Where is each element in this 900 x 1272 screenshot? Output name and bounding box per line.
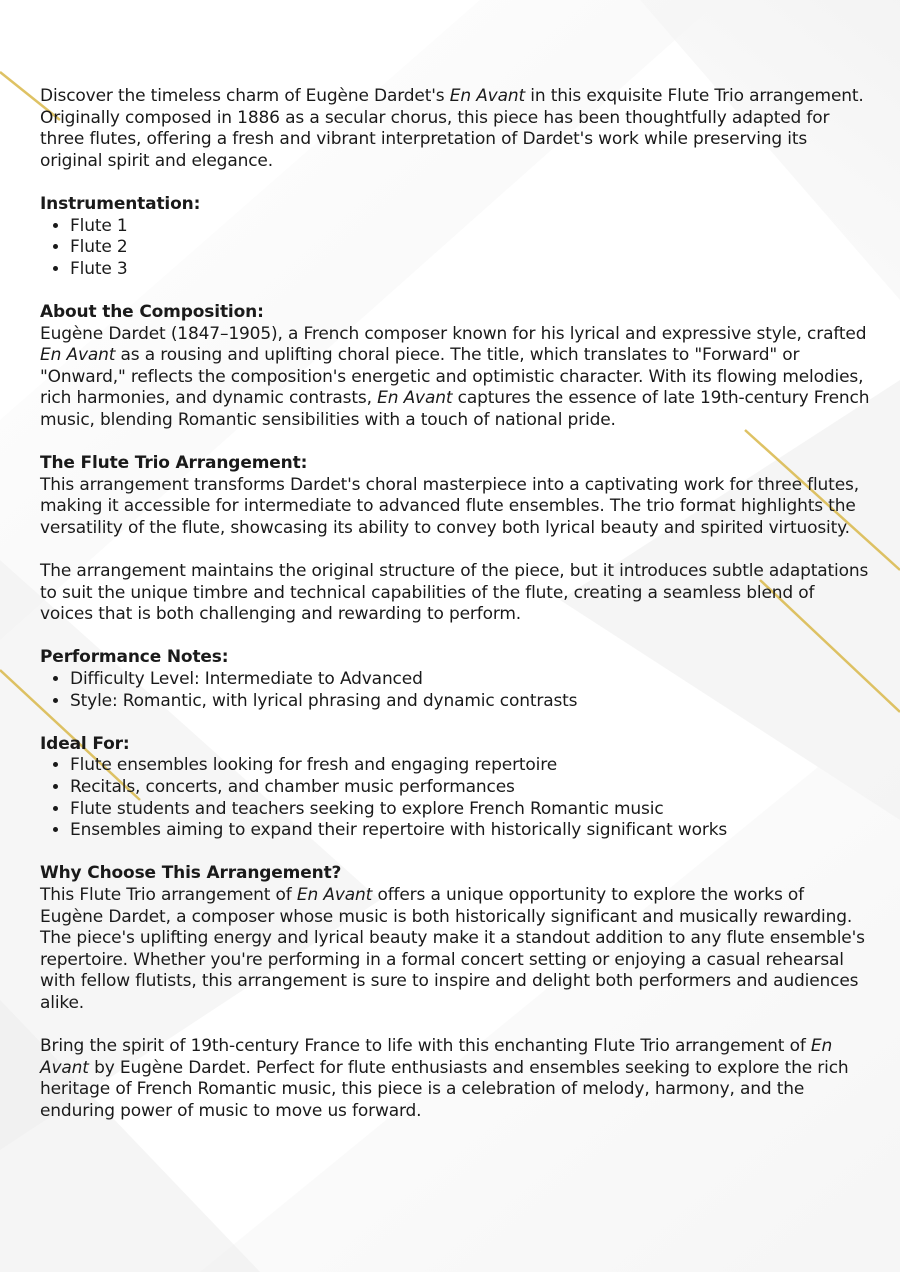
- list-item: • Style: Romantic, with lyrical phrasing and dynamic contrasts: [70, 691, 870, 713]
- instrumentation-list: [40, 216, 870, 281]
- about-title-em: En Avant: [377, 388, 453, 409]
- list-item: • Ensembles aiming to expand their repertoire with historically significant works: [70, 820, 870, 842]
- list-item: • Flute 1: [70, 216, 870, 238]
- list-item: • Difficulty Level: Intermediate to Advanced: [70, 669, 870, 691]
- list-item: • Flute 3: [70, 259, 870, 281]
- performance-list: [40, 669, 870, 712]
- list-item: • Flute 2: [70, 237, 870, 259]
- list-item: • Flute students and teachers seeking to explore French Romantic music: [70, 799, 870, 821]
- arrangement-paragraph-1: This arrangement transforms Dardet's choral masterpiece into a captivating work for three flutes, making it accessible for intermediate to advanced flute ensembles. The trio format highlights the versatility of the flute, showcasing its ability to convey both lyrical beauty and spirited virtuosity.: [40, 474, 859, 538]
- why-text: This Flute Trio arrangement of: [40, 884, 297, 905]
- ideal-list: [40, 755, 870, 841]
- about-text-cont: as a rousing and uplifting choral piece. The title, which translates to "Forward" or "Onward," reflects the composition's energetic and optimistic character. With its flowing melodies, rich harmonies, and dynamic contrasts,: [40, 345, 864, 409]
- why-heading: Why Choose This Arrangement?: [40, 863, 342, 884]
- about-text: Eugène Dardet (1847–1905), a French composer known for his lyrical and expressive style, crafted: [40, 323, 867, 344]
- closing-title-em: En Avant: [40, 1036, 833, 1078]
- closing-paragraph: [40, 1036, 870, 1122]
- closing-text: Bring the spirit of 19th-century France to life with this enchanting Flute Trio arrangement of: [40, 1036, 811, 1057]
- performance-heading: Performance Notes:: [40, 647, 229, 668]
- about-paragraph: [40, 324, 870, 432]
- arrangement-heading: The Flute Trio Arrangement:: [40, 453, 308, 474]
- why-text-cont: offers a unique opportunity to explore the works of Eugène Dardet, a composer whose music is both historically significant and musically rewarding. The piece's uplifting energy and lyrical beauty make it a standout addition to any flute ensemble's repertoire. Whether you're performing in a formal concert setting or enjoying a casual rehearsal with fellow flutists, this arrangement is sure to inspire and delight both performers and audiences alike.: [40, 884, 865, 1013]
- intro-paragraph: [40, 86, 870, 172]
- closing-text-cont: by Eugène Dardet. Perfect for flute enthusiasts and ensembles seeking to explore the rich heritage of French Romantic music, this piece is a celebration of melody, harmony, and the enduring power of music to move us forward.: [40, 1057, 849, 1121]
- about-title-em: En Avant: [40, 345, 116, 366]
- why-paragraph: [40, 885, 870, 1015]
- ideal-heading: Ideal For:: [40, 733, 130, 754]
- list-item: • Recitals, concerts, and chamber music performances: [70, 777, 870, 799]
- about-heading: About the Composition:: [40, 301, 264, 322]
- instrumentation-heading: Instrumentation:: [40, 193, 201, 214]
- intro-title-em: En Avant: [449, 86, 526, 106]
- intro-text: Discover the timeless charm of Eugène Dardet's: [40, 86, 450, 106]
- why-title-em: En Avant: [296, 884, 373, 905]
- arrangement-paragraph-2: The arrangement maintains the original structure of the piece, but it introduces subtle adaptations to suit the unique timbre and technical capabilities of the flute, creating a seamless blend of voices that is both challenging and rewarding to perform.: [40, 561, 869, 625]
- document-body: [40, 86, 870, 1123]
- about-text-end: captures the essence of late 19th-century French music, blending Romantic sensibilities with a touch of national pride.: [40, 388, 870, 430]
- intro-text-cont: in this exquisite Flute Trio arrangement. Originally composed in 1886 as a secular chorus, this piece has been thoughtfully adapted for three flutes, offering a fresh and vibrant interpretation of Dardet's work while preserving its original spirit and elegance.: [40, 86, 864, 171]
- list-item: • Flute ensembles looking for fresh and engaging repertoire: [70, 755, 870, 777]
